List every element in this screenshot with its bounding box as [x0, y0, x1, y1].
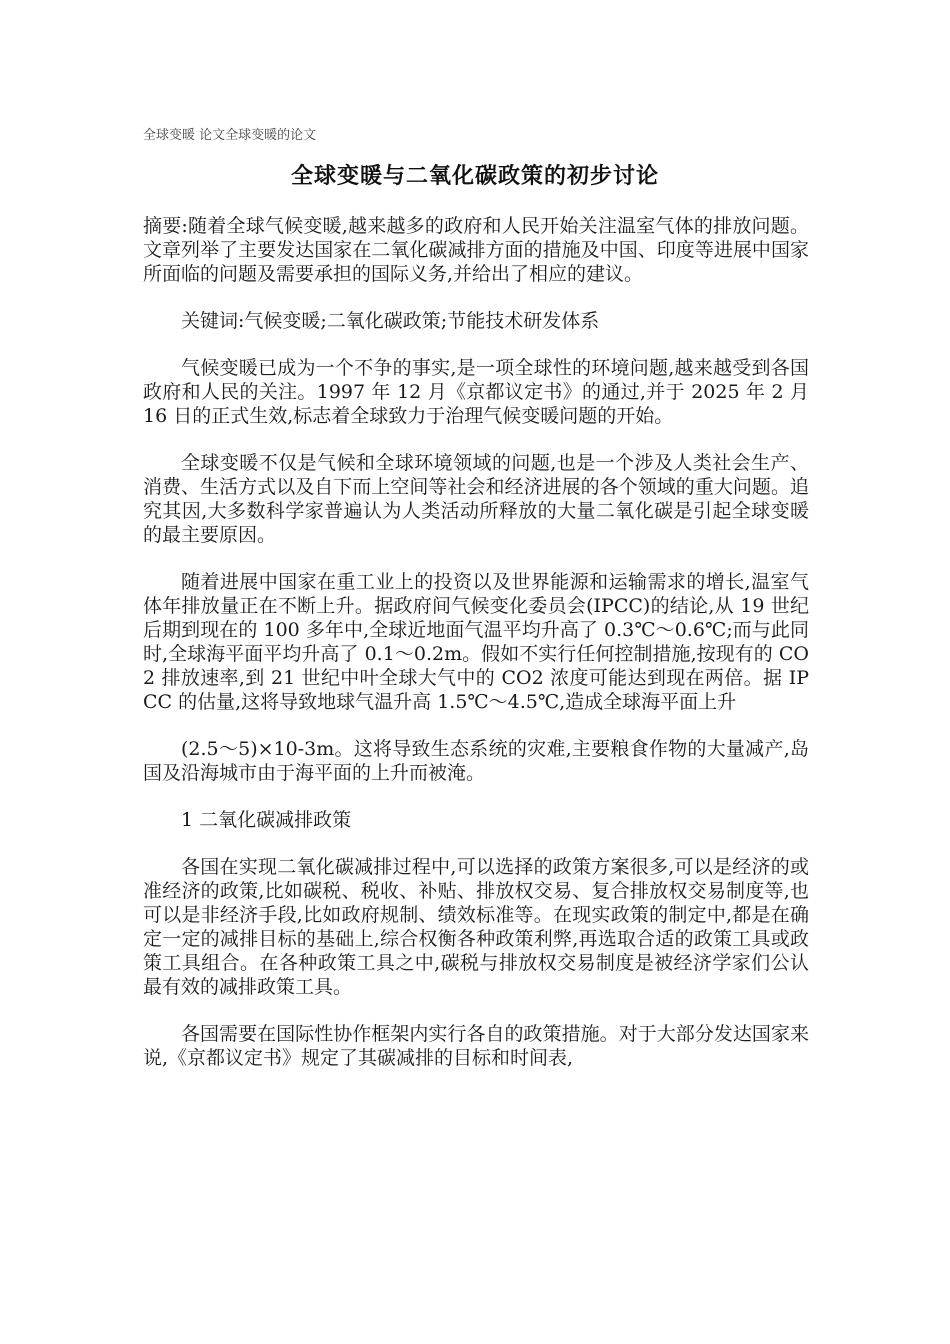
- document-body: [143, 214, 809, 1093]
- body-paragraph: 各国需要在国际性协作框架内实行各自的政策措施。对于大部分发达国家来说,《京都议定书》规定了其碳减排的目标和时间表,: [143, 1023, 809, 1069]
- running-header: 全球变暖 论文全球变暖的论文: [143, 128, 317, 143]
- body-paragraph: 各国在实现二氧化碳减排过程中,可以选择的政策方案很多,可以是经济的或准经济的政策,比如碳税、税收、补贴、排放权交易、复合排放权交易制度等,也可以是非经济手段,比如政府规制、绩效标准等。在现实政策的制定中,都是在确定一定的减排目标的基础上,综合权衡各种政策利弊,再选取合适的政策工具或政策工具组合。在各种政策工具之中,碳税与排放权交易制度是被经济学家们公认最有效的减排政策工具。: [143, 856, 809, 998]
- keywords-paragraph: 关键词:气候变暖;二氧化碳政策;节能技术研发体系: [181, 310, 600, 332]
- body-paragraph: (2.5～5)×10-3m。这将导致生态系统的灾难,主要粮食作物的大量减产,岛国及沿海城市由于海平面的上升而被淹。: [143, 738, 809, 784]
- abstract-paragraph: 摘要:随着全球气候变暖,越来越多的政府和人民开始关注温室气体的排放问题。文章列举了主要发达国家在二氧化碳减排方面的措施及中国、印度等进展中国家所面临的问题及需要承担的国际义务,并给出了相应的建议。: [143, 215, 809, 285]
- body-paragraph: 随着进展中国家在重工业上的投资以及世界能源和运输需求的增长,温室气体年排放量正在不断上升。据政府间气候变化委员会(IPCC)的结论,从 19 世纪后期到现在的 100 多年中,全球近地面气温平均升高了 0.3℃～0.6℃;而与此同时,全球海平面平均升高了 0.1～0.2m。假如不实行任何控制措施,按现有的 CO2 排放速率,到 21 世纪中叶全球大气中的 CO2 浓度可能达到现在两倍。据 IPCC 的估量,这将导致地球气温升高 1.5℃～4.5℃,造成全球海平面上升: [143, 571, 809, 713]
- body-paragraph: 全球变暖不仅是气候和全球环境领域的问题,也是一个涉及人类社会生产、消费、生活方式以及自下而上空间等社会和经济进展的各个领域的重大问题。追究其因,大多数科学家普遍认为人类活动所释放的大量二氧化碳是引起全球变暖的最主要原因。: [143, 452, 809, 546]
- section-heading: 1 二氧化碳减排政策: [181, 809, 352, 831]
- document-title: 全球变暖与二氧化碳政策的初步讨论: [290, 164, 659, 189]
- body-paragraph: 气候变暖已成为一个不争的事实,是一项全球性的环境问题,越来越受到各国政府和人民的关注。1997 年 12 月《京都议定书》的通过,并于 2025 年 2 月 16 日的正式生效,标志着全球致力于治理气候变暖问题的开始。: [143, 357, 809, 427]
